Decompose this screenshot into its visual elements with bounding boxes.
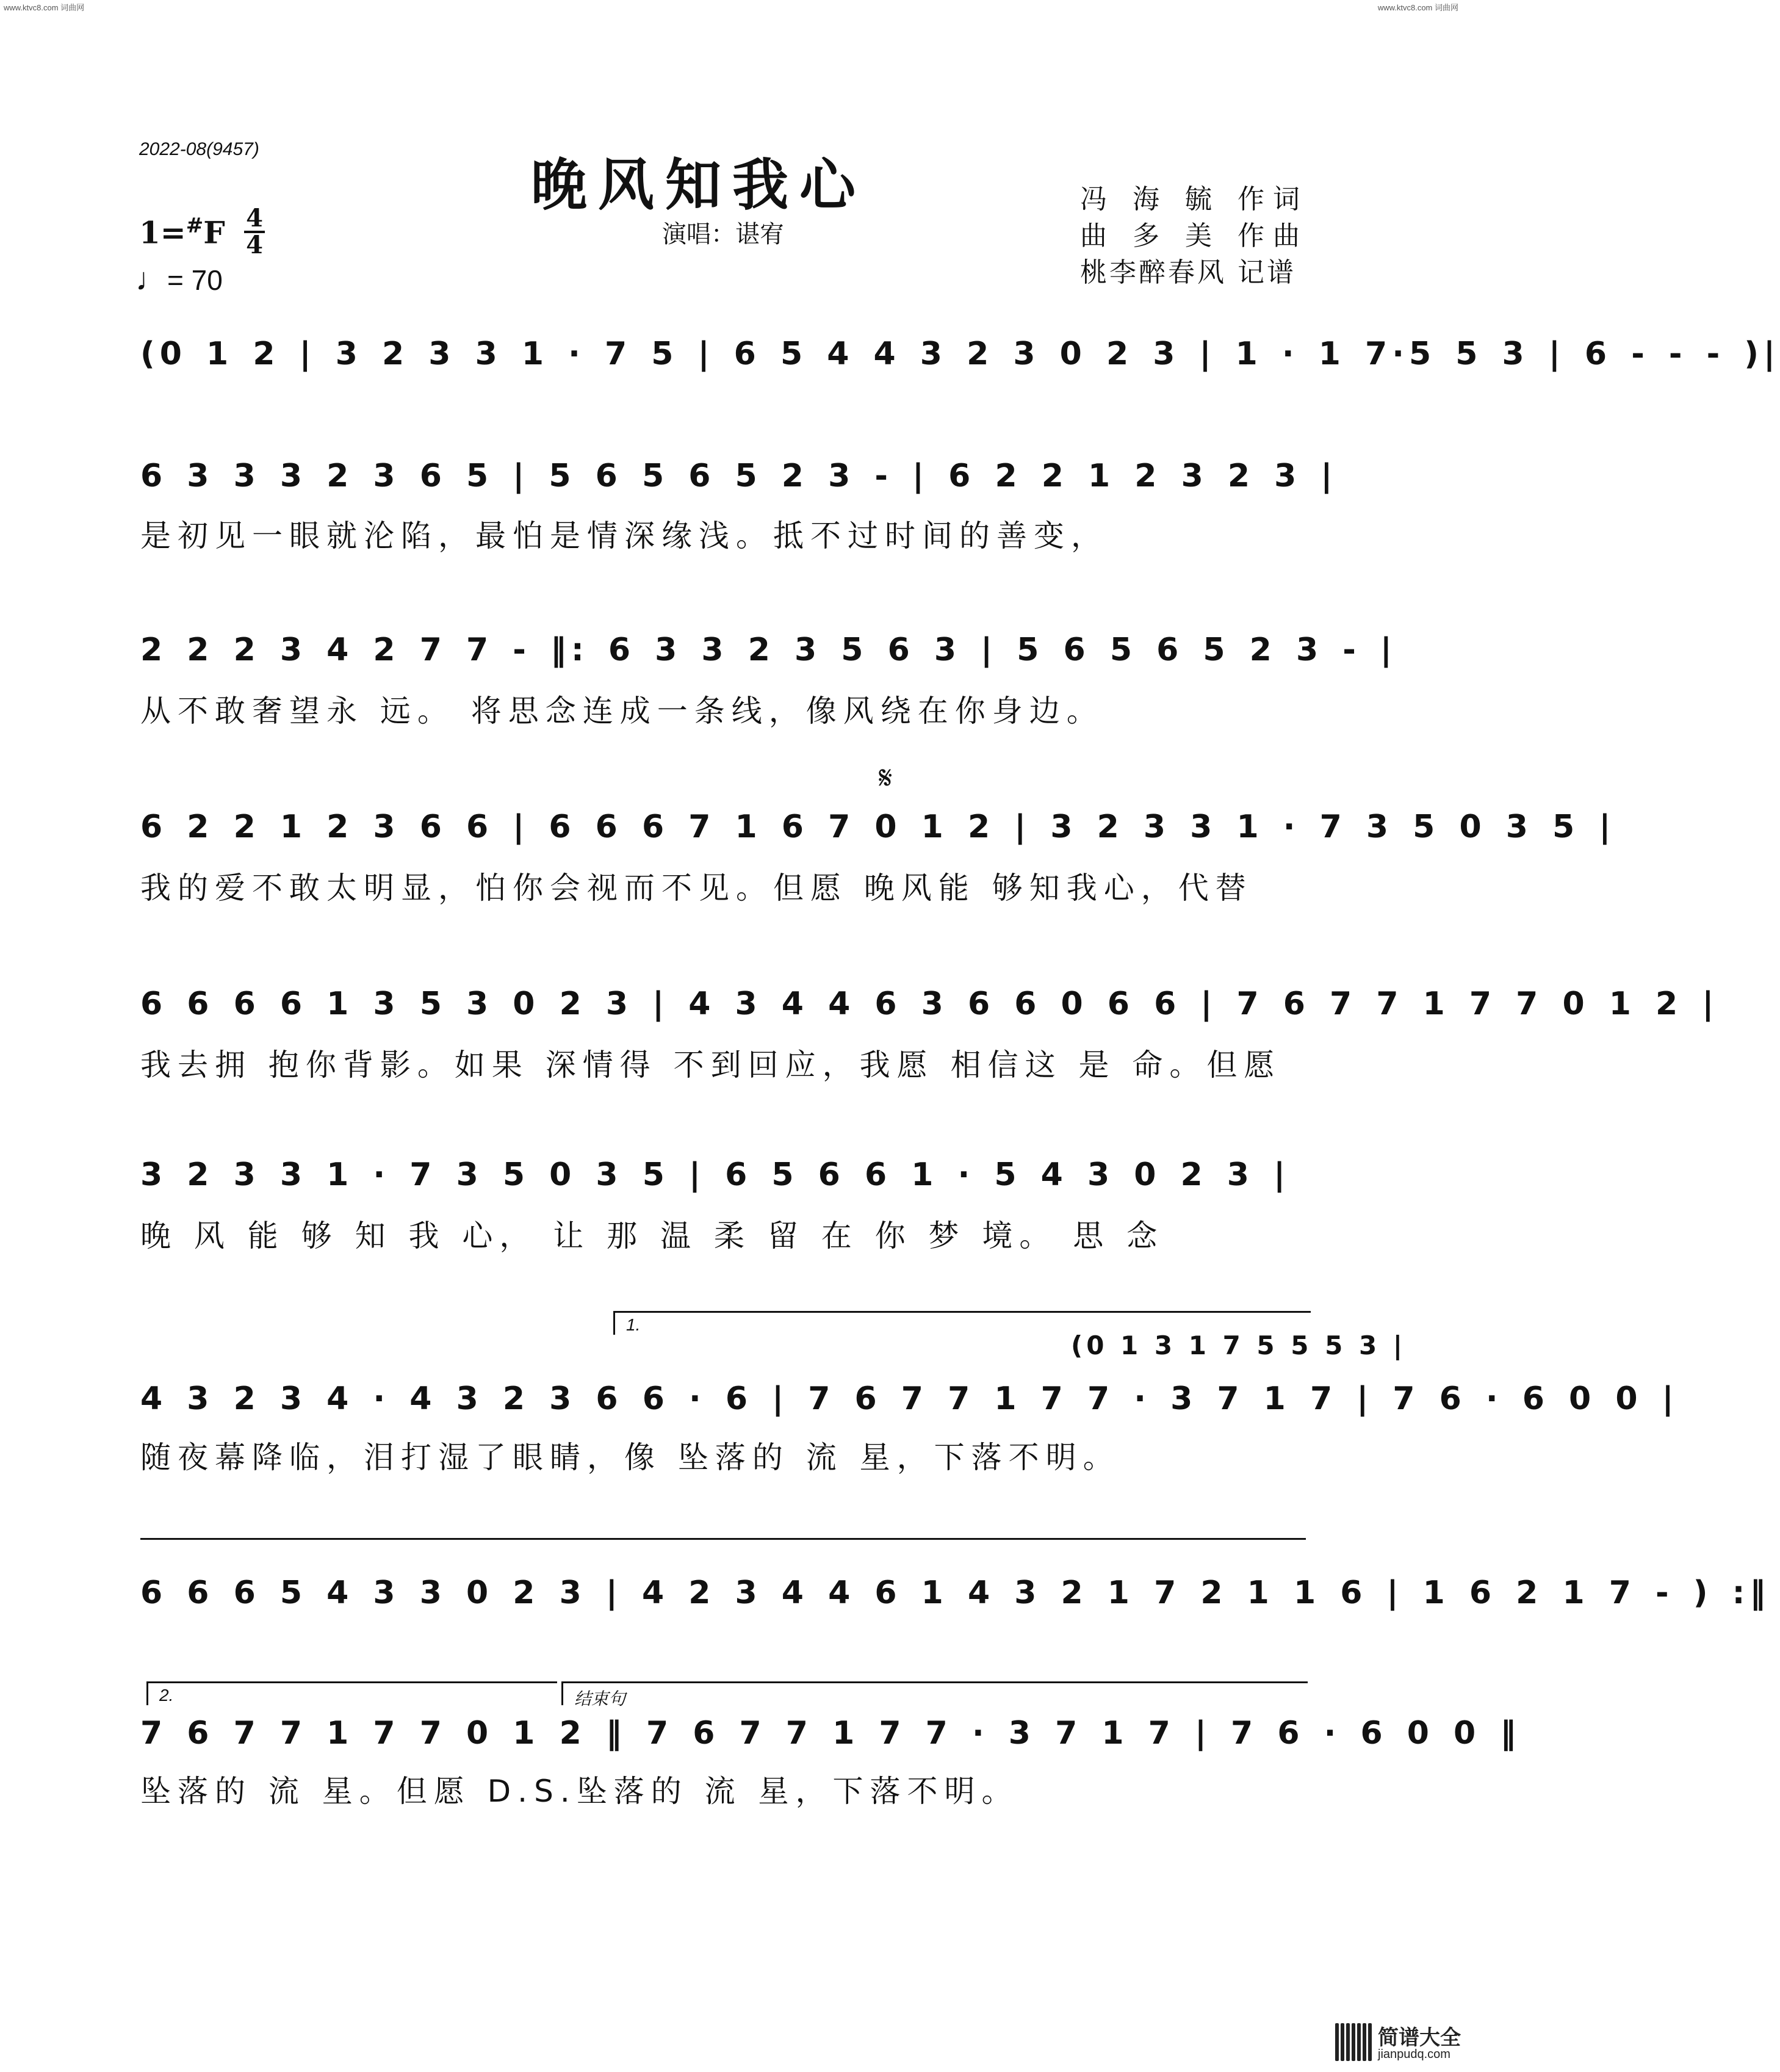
piano-keys-icon xyxy=(1335,2023,1372,2061)
volta-1-label: 1. xyxy=(626,1315,641,1334)
volta-1-continuation xyxy=(140,1538,1306,1562)
system-7-notes: 4 3 2 3 4 · 4 3 2 3 6 6 · 6 | 7 6 7 7 1 7 7 · 3 7 1 7 | 7 6 · 6 0 0 | xyxy=(140,1381,1679,1417)
segno-icon: 𝄋 xyxy=(879,760,893,796)
lyricist-credit: 冯 海 毓 作词 xyxy=(1080,184,1308,215)
ending-label: 结束句 xyxy=(574,1689,626,1708)
system-8-notes: 6 6 6 5 4 3 3 0 2 3 | 4 2 3 4 4 6 1 4 3 2 1 7 2 1 1 6 | 1 6 2 1 7 - ) :‖ xyxy=(140,1575,1771,1611)
singer-credit: 演唱：谌宥 xyxy=(662,220,784,248)
system-5-lyrics: 我去拥 抱你背影。如果 深情得 不到回应，我愿 相信这 是 命。但愿 xyxy=(140,1047,1281,1083)
key-signature xyxy=(139,214,225,251)
logo-url: jianpudq.com xyxy=(1378,2048,1450,2061)
system-3-lyrics: 从不敢奢望永 远。 将思念连成一条线，像风绕在你身边。 xyxy=(140,693,1104,729)
time-numerator: 4 xyxy=(246,204,263,233)
system-4-lyrics: 我的爱不敢太明显，怕你会视而不见。但愿 晚风能 够知我心，代替 xyxy=(140,870,1253,906)
logo-brand: 简谱大全 xyxy=(1378,2026,1461,2050)
system-2-lyrics: 是初见一眼就沦陷，最怕是情深缘浅。抵不过时间的善变， xyxy=(140,518,1108,554)
time-signature xyxy=(244,206,265,258)
volta-2-bracket xyxy=(146,1681,557,1705)
site-logo xyxy=(1335,2021,1461,2063)
score-date: 2022-08(9457) xyxy=(139,139,259,159)
system-7-small-notes: (0 1 3 1 7 5 5 5 3 | xyxy=(1071,1330,1407,1360)
tempo-value: = 70 xyxy=(167,264,223,296)
system-6-notes: 3 2 3 3 1 · 7 3 5 0 3 5 | 6 5 6 6 1 · 5 4 3 0 2 3 | xyxy=(140,1157,1291,1193)
system-7-lyrics: 随夜幕降临，泪打湿了眼睛，像 坠落的 流 星，下落不明。 xyxy=(140,1440,1120,1475)
key-prefix: 1= xyxy=(139,214,186,251)
tempo-marking xyxy=(135,261,223,298)
time-denominator: 4 xyxy=(246,231,263,259)
site-mark-left: www.ktvc8.com 词曲网 xyxy=(4,3,85,12)
site-mark-right: www.ktvc8.com 词曲网 xyxy=(1377,3,1458,12)
volta-2-label: 2. xyxy=(159,1686,174,1705)
transcriber-credit: 桃李醉春风 记谱 xyxy=(1080,257,1296,288)
system-9-lyrics: 坠落的 流 星。但愿 D.S.坠落的 流 星，下落不明。 xyxy=(140,1774,1019,1809)
sharp-icon: # xyxy=(186,214,204,238)
system-9-notes: 7 6 7 7 1 7 7 0 1 2 ‖ 7 6 7 7 1 7 7 · 3 7 1 7 | 7 6 · 6 0 0 ‖ xyxy=(140,1715,1521,1752)
system-4-notes: 6 2 2 1 2 3 6 6 | 6 6 6 7 1 6 7 0 1 2 | 3 2 3 3 1 · 7 3 5 0 3 5 | xyxy=(140,809,1616,845)
system-3-notes: 2 2 2 3 4 2 7 7 - ‖: 6 3 3 2 3 5 6 3 | 5 6 5 6 5 2 3 - | xyxy=(140,632,1397,668)
system-5-notes: 6 6 6 6 1 3 5 3 0 2 3 | 4 3 4 4 6 3 6 6 0 6 6 | 7 6 7 7 1 7 7 0 1 2 | xyxy=(140,986,1719,1022)
key-note: F xyxy=(203,214,225,251)
song-title: 晚风知我心 xyxy=(531,152,867,218)
system-6-lyrics: 晚 风 能 够 知 我 心， 让 那 温 柔 留 在 你 梦 境。 思 念 xyxy=(140,1218,1164,1254)
ending-bracket xyxy=(561,1681,1308,1708)
system-intro-notes: (0 1 2 | 3 2 3 3 1 · 7 5 | 6 5 4 4 3 2 3 0 2 3 | 1 · 1 7·5 5 3 | 6 - - - )| xyxy=(140,336,1780,372)
composer-credit: 曲 多 美 作曲 xyxy=(1080,220,1308,251)
quarter-note-icon: ♩ xyxy=(135,262,167,297)
system-2-notes: 6 3 3 3 2 3 6 5 | 5 6 5 6 5 2 3 - | 6 2 2 1 2 3 2 3 | xyxy=(140,458,1338,494)
